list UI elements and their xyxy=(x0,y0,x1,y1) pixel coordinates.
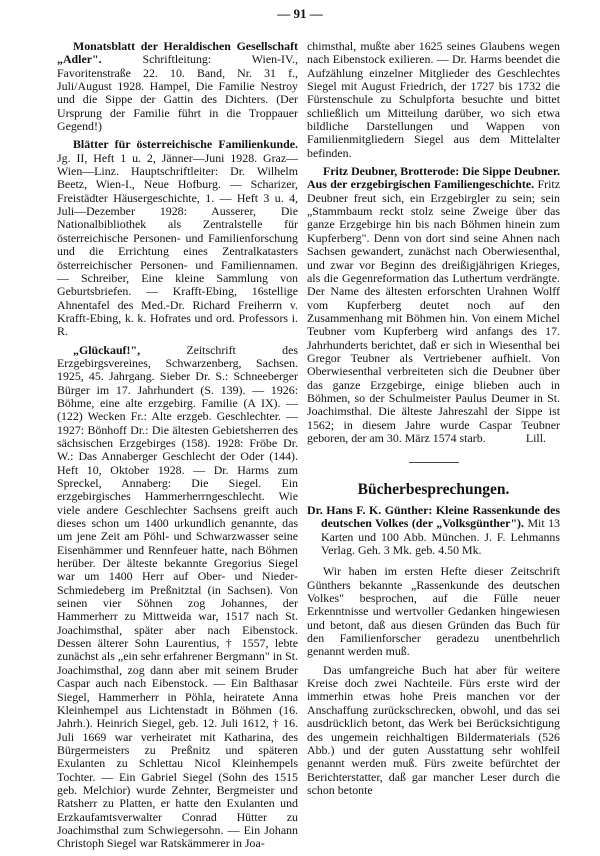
book-entry xyxy=(307,504,560,557)
book-details: Mit 13 Karten und 100 Abb. München. J. F. Lehmanns Verlag. Geh. 3 Mk. geb. 4.50 Mk. xyxy=(321,516,560,558)
entry-monatsblatt xyxy=(57,40,298,133)
review-paragraph: Wir haben im ersten Hefte dieser Zeitschrift Günthers bekannte „Rassenkunde des deutschen Volkes" besprochen, auf die Fülle neuer Erkenntnisse und wertvoller Gedanken hingewiesen und betont, daß aus diesen Gründen das Buch für den Familienforscher geradezu unentbehrlich genannt werden muß. xyxy=(307,564,560,659)
left-column xyxy=(57,40,298,856)
entry-deubner xyxy=(307,165,560,445)
section-title: Bücherbesprechungen. xyxy=(357,480,510,498)
entry-text: Schriftleitung: Wien-IV., Favoritenstraße 22. 10. Band, Nr. 31 f., Juli/August 1928. Hampel, Die Familie Nestroy und die Sippe der Gattin des Dichters. (Der Ursprung der Familie führt in die Troppauer Gegend!) xyxy=(57,52,298,134)
review-paragraph: Das umfangreiche Buch hat aber für weitere Kreise doch zwei Nachteile. Fürs erste wird der immerhin etwas hohe Preis manchen vor der Anschaffung zurückschrecken, obwohl, und das sei ausdrücklich betont, das Werk bei Berücksichtigung des ungemein reichhaltigen Bildermaterials (526 Abb.) und der guten Ausstattung sehr wohlfeil genannt werden muß. Fürs zweite befürchtet der Berichterstatter, daß gar mancher Leser durch die schon betonte xyxy=(307,662,560,797)
entry-title: Blätter für österreichische Familienkunde. xyxy=(73,137,298,152)
signature: Lill. xyxy=(525,431,546,446)
right-column xyxy=(307,40,560,802)
continuation-paragraph: chimsthal, mußte aber 1625 seines Glaubens wegen nach Eibenstock exilieren. — Dr. Harms beendet die Aufzählung einzelner Mitglieder des Geschlechtes Siegel mit August Friedrich, der 1727 bis 1732 die Fürstenschule zu Schulpforta besuchte und bittet schließlich um Mitteilung darüber, wo sich etwa bildliche Darstellungen und Wappen von Familienmitgliedern Siegel aus dem Mittelalter befinden. xyxy=(307,39,560,160)
entry-text: Jg. II, Heft 1 u. 2, Jänner—Juni 1928. Graz—Wien—Linz. Hauptschriftleiter: Dr. Wilhelm Beetz, Wien-I., Neue Hofburg. — Scharizer, Freistädter Häusergeschichte, 1. — Heft 3 u. 4, Juli—Dezember 1928: Ausserer, Die Nationalbibliothek als Zentralstelle für österreichische Personen- und Familienforschung und die Errichtung eines Zentralkatasters österreichischer Personen- und Familiennamen. — Schreiber, Eine kleine Sammlung von Geburtsbriefen. — Krafft-Ebing, 16stellige Ahnentafel des Med.-Dr. Richard Freiherrn v. Krafft-Ebing, k. k. Hofrates und ord. Professors i. R. xyxy=(57,150,298,339)
entry-glueckauf xyxy=(57,344,298,851)
entry-title: Fritz Deubner, Brotterode: Die Sippe Deubner. Aus der erzgebirgischen Familiengeschichte. xyxy=(307,164,560,192)
book-title: Dr. Hans F. K. Günther: Kleine Rassenkunde des deutschen Volkes (der „Volksgünther"). xyxy=(307,503,560,531)
entry-text: Zeitschrift des Erzgebirgsvereines, Schwarzenberg, Sachsen. 1925, 45. Jahrgang. Sieber Dr. S.: Schneeberger Bürger im 17. Jahrhundert (S. 139). — 1926: Böhme, eine alte erzgebirg. Familie (A IX). — (122) Wecken Fr.: Alte erzgeb. Geschlechter. — 1927: Bönhoff Dr.: Die ältesten Gebietsherren des sächsischen Erzgebirges (158). 1928: Fröbe Dr. W.: Das Annaberger Geschlecht der Oder (144). Heft 10, Oktober 1928. — Dr. Harms zum Spreckel, Annaberg: Die Siegel. Ein erzgebirgisches Hammerherrngeschlecht. Wie viele andere Geschlechter Sachsens greift auch dieses schon um 1400 urkundlich genannte, das um jene Zeit am Pöhl- und Schwarzwasser seine Eisenhämmer und Rennfeuer hatte, nach Böhmen herüber. Der älteste bekannte Gregorius Siegel war um 1400 Herr auf Ober- und Nieder-Schmiedeberg im Preßnitztal (in Sachsen). Von seinen vier Söhnen zog Johannes, der Hammerherr zu Mittweida war, 1517 nach St. Joachimsthal, später aber nach Eibenstock. Dessen älterer Sohn Laurentius, † 1557, lebte zunächst als „ein sehr erfahrener Bergmann" in St. Joachimsthal, zog dann aber mit seinem Bruder Caspar auch nach Eibenstock. — Ein Balthasar Siegel, Hammerherr in Pöhla, heiratete Anna Kleinhempel aus Lichtenstadt in Böhmen (16. Jahrh.). Heinrich Siegel, geb. 12. Juli 1612, † 16. Juli 1669 war verheiratet mit Katharina, des Bürgermeisters zu Preßnitz und späteren Exulanten zu Schlettau Nicol Kleinhempels Tochter. — Ein Gabriel Siegel (Sohn des 1515 geb. Melchior) wurde Zehnter, Bergmeister und Ratsherr zu Platten, er hatte den Exulanten und Erzkaufamtsverwalter Conrad Hütter zu Joachimsthal zum Schwiegersohn. — Ein Johann Christoph Siegel war Ratskämmerer in Joa- xyxy=(57,342,298,851)
entry-title: „Glückauf!", xyxy=(73,342,141,357)
divider xyxy=(409,462,459,463)
entry-text: Fritz Deubner freut sich, ein Erzgebirgler zu sein; sein „Stammbaum reckt stolz seine Zweige über das ganze Erzgebirge hin bis nach Böhmen hinein zum Kupferberg". Denn von dort sind seine Ahnen nach Sachsen gewandert, zunächst nach Oberwiesenthal, und zwar vor Beginn des dreißigjährigen Krieges, als die Gegenreformation das Luthertum verdrängte. Der Name des ältesten erforschten Urahnen Wolff vom Kupferberg deutet noch auf den Zusammenhang mit Böhmen hin. Von einem Michel Teubner vom Kupferberg wird anfangs des 17. Jahrhunderts berichtet, daß er sich in Wiesenthal bei Gregor Teubner als Vertriebener aufhielt. Von Oberwiesenthal verbreiteten sich die Deubner über das ganze Erzgebirge, einige blieben auch in Böhmen, so der Schulmeister Paulus Deumer in St. Joachimsthal. Die älteste Jahreszahl der Sippe ist 1562; in diesem Jahre wurde Caspar Teubner geboren, der am 30. März 1574 starb. xyxy=(307,177,560,445)
entry-blaetter xyxy=(57,138,298,338)
page-number: — 91 — xyxy=(277,6,323,21)
entry-title: Monatsblatt der Heraldischen Gesellschaft „Adler". xyxy=(57,39,298,67)
